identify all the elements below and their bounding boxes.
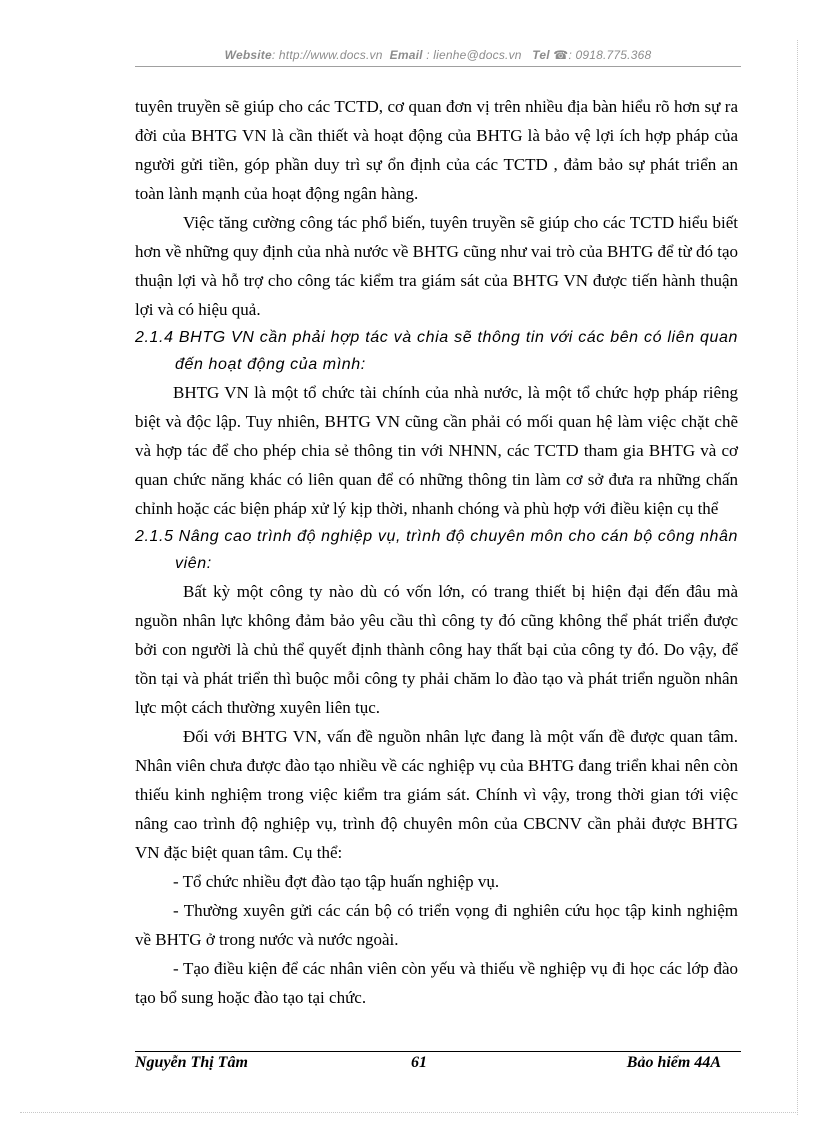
page-footer	[135, 1054, 741, 1076]
page-border-bottom	[20, 1110, 796, 1113]
header-divider	[135, 66, 741, 67]
telephone-icon: ☎	[553, 48, 569, 62]
website-label: Website	[224, 48, 272, 62]
paragraph-5: Đối với BHTG VN, vấn đề nguồn nhân lực đang là một vấn đề được quan tâm. Nhân viên chưa được đào tạo nhiều về các nghiệp vụ của BHTG đang triển khai nên còn thiếu kinh nghiệm trong việc kiểm tra giám sát. Chính vì vậy, trong thời gian tới việc nâng cao trình độ nghiệp vụ, trình độ chuyên môn của CBCNV cần phải được BHTG VN đặc biệt quan tâm. Cụ thể:	[135, 727, 738, 862]
page-border-right	[793, 40, 798, 1115]
email-label: Email	[389, 48, 423, 62]
heading-2-1-4: 2.1.4 BHTG VN cần phải hợp tác và chia sẽ thông tin với các bên có liên quan đến hoạt động của mình:	[135, 329, 738, 373]
paragraph-1: tuyên truyền sẽ giúp cho các TCTD, cơ quan đơn vị trên nhiều địa bàn hiểu rõ hơn sự ra đời của BHTG VN là cần thiết và hoạt động của BHTG là bảo vệ lợi ích hợp pháp của người gửi tiền, góp phần duy trì sự ổn định của các TCTD , đảm bảo sự phát triển an toàn lành mạnh của hoạt động ngân hàng.	[135, 97, 738, 203]
paragraph-4: Bất kỳ một công ty nào dù có vốn lớn, có trang thiết bị hiện đại đến đâu mà nguồn nhân lực không đảm bảo yêu cầu thì công ty đó cũng không thể phát triển được bởi con người là chủ thể quyết định thành công hay thất bại của công ty đó. Do vậy, để tồn tại và phát triển thì buộc mỗi công ty phải chăm lo đào tạo và phát triển nguồn nhân lực một cách thường xuyên liên tục.	[135, 582, 738, 717]
paragraph-3: BHTG VN là một tổ chức tài chính của nhà nước, là một tổ chức hợp pháp riêng biệt và độc lập. Tuy nhiên, BHTG VN cũng cần phải có mối quan hệ làm việc chặt chẽ và hợp tác để cho phép chia sẻ thông tin với NHNN, các TCTD tham gia BHTG và cơ quan chức năng khác có liên quan để có những thông tin làm cơ sở đưa ra những chấn chỉnh hoặc các biện pháp xử lý kịp thời, nhanh chóng và phù hợp với điều kiện cụ thể	[135, 383, 738, 518]
bullet-item-1: - Tổ chức nhiều đợt đào tạo tập huấn nghiệp vụ.	[173, 872, 500, 891]
bullet-item-3: - Tạo điều kiện để các nhân viên còn yếu và thiếu về nghiệp vụ đi học các lớp đào tạo bổ sung hoặc đào tạo tại chức.	[135, 959, 738, 1007]
footer-author: Nguyễn Thị Tâm	[135, 1054, 248, 1071]
page-number: 61	[411, 1054, 427, 1071]
paragraph-2: Việc tăng cường công tác phổ biến, tuyên truyền sẽ giúp cho các TCTD hiểu biết hơn về những quy định của nhà nước về BHTG cũng như vai trò của BHTG để từ đó tạo thuận lợi và hỗ trợ cho công tác kiểm tra giám sát của BHTG VN được tiến hành thuận lợi và có hiệu quả.	[135, 213, 738, 319]
website-value: : http://www.docs.vn	[271, 48, 383, 62]
footer-divider	[135, 1051, 741, 1052]
tel-label: Tel	[532, 48, 550, 62]
page-header	[135, 48, 741, 62]
document-body	[135, 92, 738, 1012]
bullet-item-2: - Thường xuyên gửi các cán bộ có triển vọng đi nghiên cứu học tập kinh nghiệm về BHTG ở trong nước và nước ngoài.	[135, 901, 738, 949]
heading-2-1-5: 2.1.5 Nâng cao trình độ nghiệp vụ, trình độ chuyên môn cho cán bộ công nhân viên:	[135, 528, 738, 572]
footer-class: Bảo hiểm 44A	[626, 1054, 721, 1071]
email-value: : lienhe@docs.vn	[422, 48, 522, 62]
tel-value: : 0918.775.368	[568, 48, 652, 62]
